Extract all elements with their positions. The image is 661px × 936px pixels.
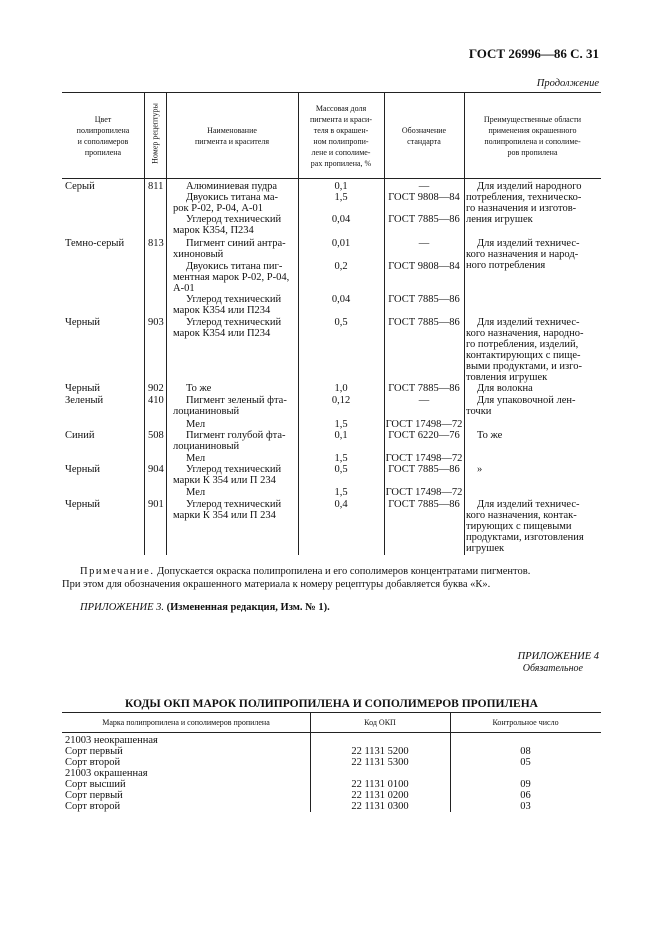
cell-name: рок Р-02, Р-04, А-01 <box>173 203 263 214</box>
cell-area: контактирующих с пище- <box>466 350 581 361</box>
cell-name: Мел <box>186 487 206 498</box>
cell-standard: — <box>418 395 430 406</box>
cell-mass: 1,5 <box>334 192 348 203</box>
cell-name: Пигмент голубой фта- <box>186 430 286 441</box>
cell-area: товления игрушек <box>466 372 548 383</box>
cell-area: тирующих с пищевыми <box>466 521 572 532</box>
okp-cell-check: 05 <box>520 757 531 768</box>
continuation-label: Продолжение <box>536 78 599 89</box>
cell-mass: 0,4 <box>334 499 348 510</box>
cell-area: игрушек <box>466 543 505 554</box>
cell-recipe: 901 <box>148 499 164 510</box>
note-label: Примечание. <box>80 566 155 577</box>
cell-standard: ГОСТ 9808—84 <box>388 192 460 203</box>
cell-name: Двуокись титана пиг- <box>186 261 283 272</box>
cell-color: Черный <box>65 317 101 328</box>
okp-cell-mark: Сорт первый <box>65 746 123 757</box>
cell-standard: ГОСТ 17498—72 <box>385 419 463 430</box>
cell-name: марки К 354 или П 234 <box>173 510 276 521</box>
okp-header-mark: Марка полипропилена и сополимеров пропилена <box>102 718 270 727</box>
table-top-rule <box>62 92 601 93</box>
cell-color: Синий <box>65 430 95 441</box>
cell-color: Черный <box>65 383 101 394</box>
cell-standard: ГОСТ 7885—86 <box>388 464 460 475</box>
header-areas: Преимущественные области применения окрашенного полипропилена и сополиме- ров пропилена <box>483 115 582 157</box>
cell-recipe: 508 <box>148 430 164 441</box>
cell-color: Черный <box>65 464 101 475</box>
cell-name: марок К354, П234 <box>173 225 254 236</box>
okp-cell-mark: 21003 окрашенная <box>65 768 148 779</box>
cell-mass: 0,04 <box>331 294 351 305</box>
cell-color: Темно-серый <box>65 238 125 249</box>
cell-name: лоцианиновый <box>173 406 240 417</box>
cell-name: хиноновый <box>173 249 224 260</box>
okp-header-check: Контрольное число <box>492 718 559 727</box>
cell-standard: ГОСТ 7885—86 <box>388 499 460 510</box>
cell-standard: ГОСТ 7885—86 <box>388 214 460 225</box>
cell-mass: 0,12 <box>331 395 351 406</box>
cell-name: Углерод технический <box>186 214 282 225</box>
table-header-rule <box>62 178 601 179</box>
cell-color: Серый <box>65 181 95 192</box>
appendix3-text: (Измененная редакция, Изм. № 1). <box>164 602 330 613</box>
cell-standard: ГОСТ 7885—86 <box>388 317 460 328</box>
okp-cell-code: 22 1131 0100 <box>351 779 409 790</box>
okp-cell-code: 22 1131 5200 <box>351 746 409 757</box>
cell-area: кого назначения, контак- <box>466 510 577 521</box>
cell-name: А-01 <box>173 283 195 294</box>
cell-area: го потребления, изделий, <box>466 339 579 350</box>
appendix3-note <box>80 602 330 613</box>
cell-standard: ГОСТ 17498—72 <box>385 453 463 464</box>
cell-recipe: 902 <box>148 383 164 394</box>
cell-name: Углерод технический <box>186 294 282 305</box>
cell-area: » <box>477 464 483 475</box>
cell-recipe: 904 <box>148 464 164 475</box>
header-color: Цвет полипропилена и сополимеров пропилена <box>76 115 130 157</box>
cell-mass: 1,5 <box>334 419 348 430</box>
cell-name: марок К354 или П234 <box>173 328 271 339</box>
cell-area: ного потребления <box>466 260 546 271</box>
cell-color: Черный <box>65 499 101 510</box>
cell-area: Для упаковочной лен- <box>477 395 576 406</box>
cell-standard: ГОСТ 7885—86 <box>388 294 460 305</box>
header-name: Наименование пигмента и красителя <box>194 126 270 146</box>
cell-name: Углерод технический <box>186 499 282 510</box>
cell-area: кого назначения и народ- <box>466 249 579 260</box>
cell-area: го назначения и изготов- <box>466 203 577 214</box>
cell-name: ментная марок Р-02, Р-04, <box>173 272 290 283</box>
cell-area: ления игрушек <box>466 214 533 225</box>
header-recipe: Номер рецептуры <box>150 103 160 164</box>
cell-name: Углерод технический <box>186 317 282 328</box>
cell-area: Для изделий техничес- <box>477 238 580 249</box>
okp-cell-mark: 21003 неокрашенная <box>65 735 158 746</box>
okp-cell-code: 22 1131 5300 <box>351 757 409 768</box>
cell-mass: 0,04 <box>331 214 351 225</box>
cell-name: Углерод технический <box>186 464 282 475</box>
okp-cell-mark: Сорт второй <box>65 801 121 812</box>
cell-area: Для изделий техничес- <box>477 317 580 328</box>
cell-name: марки К 354 или П 234 <box>173 475 276 486</box>
okp-title: КОДЫ ОКП МАРОК ПОЛИПРОПИЛЕНА И СОПОЛИМЕРОВ ПРОПИЛЕНА <box>125 698 538 710</box>
okp-cell-check: 09 <box>520 779 531 790</box>
cell-mass: 0,2 <box>334 261 348 272</box>
cell-standard: ГОСТ 7885—86 <box>388 383 460 394</box>
okp-cell-code: 22 1131 0300 <box>351 801 409 812</box>
cell-name: лоцианиновый <box>173 441 240 452</box>
cell-mass: 1,5 <box>334 453 348 464</box>
cell-name: Алюминиевая пудра <box>186 181 278 192</box>
okp-cell-mark: Сорт второй <box>65 757 121 768</box>
cell-standard: — <box>418 181 430 192</box>
cell-standard: ГОСТ 17498—72 <box>385 487 463 498</box>
cell-name: Мел <box>186 419 206 430</box>
okp-cell-mark: Сорт высший <box>65 779 126 790</box>
cell-area: выми продуктами, и изго- <box>466 361 582 372</box>
cell-mass: 0,1 <box>334 181 348 192</box>
cell-name: марок К354 или П234 <box>173 305 271 316</box>
okp-cell-code: 22 1131 0200 <box>351 790 409 801</box>
col-divider <box>464 92 465 555</box>
cell-mass: 0,01 <box>331 238 351 249</box>
cell-area: Для изделий народного <box>477 181 582 192</box>
appendix4-status: Обязательное <box>522 663 583 674</box>
cell-name: Мел <box>186 453 206 464</box>
cell-mass: 1,5 <box>334 487 348 498</box>
cell-recipe: 410 <box>148 395 164 406</box>
okp-header-rule <box>62 732 601 733</box>
cell-mass: 0,5 <box>334 464 348 475</box>
note-text: Допускается окраска полипропилена и его сополимеров концентратами пигментов. <box>154 566 531 577</box>
cell-recipe: 903 <box>148 317 164 328</box>
cell-name: То же <box>186 383 212 394</box>
cell-recipe: 813 <box>148 238 164 249</box>
note-line-1 <box>80 565 530 579</box>
cell-mass: 0,5 <box>334 317 348 328</box>
cell-standard: — <box>418 238 430 249</box>
cell-area: Для изделий техничес- <box>477 499 580 510</box>
cell-area: То же <box>477 430 503 441</box>
okp-cell-check: 06 <box>520 790 531 801</box>
cell-standard: ГОСТ 6220—76 <box>388 430 460 441</box>
okp-cell-mark: Сорт первый <box>65 790 123 801</box>
cell-name: Пигмент зеленый фта- <box>186 395 287 406</box>
col-divider <box>144 92 145 555</box>
cell-area: Для волокна <box>477 383 533 394</box>
okp-top-rule <box>62 712 601 713</box>
cell-name: Пигмент синий антра- <box>186 238 286 249</box>
okp-cell-check: 08 <box>520 746 531 757</box>
note-line-2: При этом для обозначения окрашенного материала к номеру рецептуры добавляется буква «К». <box>62 579 491 590</box>
appendix3-label: ПРИЛОЖЕНИЕ 3. <box>80 602 164 613</box>
header-mass: Массовая доля пигмента и краси- теля в окрашен- ном полипропи- лене и сополиме- рах пропилена, % <box>310 104 372 168</box>
cell-mass: 0,1 <box>334 430 348 441</box>
cell-color: Зеленый <box>65 395 104 406</box>
cell-area: точки <box>466 406 492 417</box>
cell-name: Двуокись титана ма- <box>186 192 279 203</box>
okp-cell-check: 03 <box>520 801 531 812</box>
col-divider <box>166 92 167 555</box>
cell-standard: ГОСТ 9808—84 <box>388 261 460 272</box>
cell-area: продуктами, изготовления <box>466 532 584 543</box>
header-standard: Обозначение стандарта <box>401 126 447 146</box>
cell-mass: 1,0 <box>334 383 348 394</box>
cell-area: кого назначения, народно- <box>466 328 584 339</box>
page-header: ГОСТ 26996—86 С. 31 <box>468 46 599 61</box>
cell-recipe: 811 <box>148 181 164 192</box>
appendix4-label: ПРИЛОЖЕНИЕ 4 <box>517 651 599 662</box>
okp-header-code: Код ОКП <box>364 718 396 727</box>
cell-area: потребления, техническо- <box>466 192 582 203</box>
